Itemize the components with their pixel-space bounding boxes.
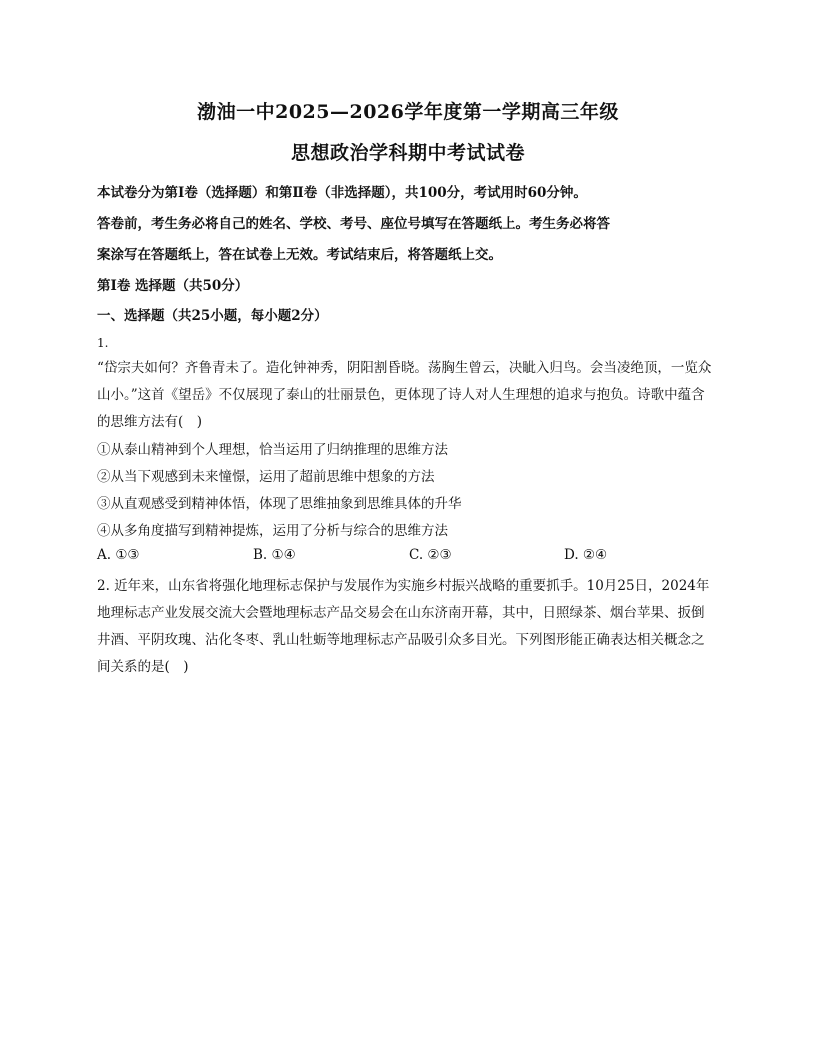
choice-a[interactable]: A. ①③ xyxy=(97,547,140,563)
question-1-number: 1. xyxy=(97,336,109,350)
choice-d[interactable]: D. ②④ xyxy=(564,547,608,563)
choice-b[interactable]: B. ①④ xyxy=(253,547,296,563)
instructions-line-2: 答卷前，考生务必将自己的姓名、学校、考号、座位号填写在答题纸上。考生务必将答 xyxy=(97,216,610,232)
question-1-stem: “岱宗夫如何？齐鲁青未了。造化钟神秀，阴阳割昏晓。荡胸生曾云，决眦入归鸟。会当凌绝顶，一览众山小。”这首《望岳》不仅展现了泰山的壮丽景色，更体现了诗人对人生理想的追求与抱负。诗歌中蕴含的思维方法有( ) xyxy=(97,360,712,430)
question-1-statement-4: ④从多角度描写到精神提炼，运用了分析与综合的思维方法 xyxy=(97,523,448,539)
exam-title: 渤油一中2025—2026学年度第一学期高三年级 xyxy=(197,101,619,123)
question-2-text: 2. 近年来，山东省将强化地理标志保护与发展作为实施乡村振兴战略的重要抓手。10月25日，2024年地理标志产业发展交流大会暨地理标志产品交易会在山东济南开幕，其中，日照绿茶、烟台苹果、扳倒井酒、平阴玫瑰、沾化冬枣、乳山牡蛎等地理标志产品吸引众多目光。下列图形能正确表达相关概念之间关系的是( ) xyxy=(97,578,710,675)
question-1-statement-3: ③从直观感受到精神体悟，体现了思维抽象到思维具体的升华 xyxy=(97,496,462,512)
question-1-statement-1: ①从泰山精神到个人理想，恰当运用了归纳推理的思维方法 xyxy=(97,442,448,458)
instructions-line-3: 案涂写在答题纸上，答在试卷上无效。考试结束后，将答题纸上交。 xyxy=(97,247,502,263)
exam-subtitle: 思想政治学科期中考试试卷 xyxy=(290,142,525,164)
instructions-line-1: 本试卷分为第Ⅰ卷（选择题）和第Ⅱ卷（非选择题），共100分，考试用时60分钟。 xyxy=(97,185,587,201)
section-heading: 一、选择题（共25小题，每小题2分） xyxy=(97,308,328,324)
choice-c[interactable]: C. ②③ xyxy=(409,547,452,563)
part-heading: 第Ⅰ卷 选择题（共50分） xyxy=(97,278,249,294)
exam-instructions xyxy=(97,178,717,271)
question-1-statement-2: ②从当下观感到未来憧憬，运用了超前思维中想象的方法 xyxy=(97,469,435,485)
